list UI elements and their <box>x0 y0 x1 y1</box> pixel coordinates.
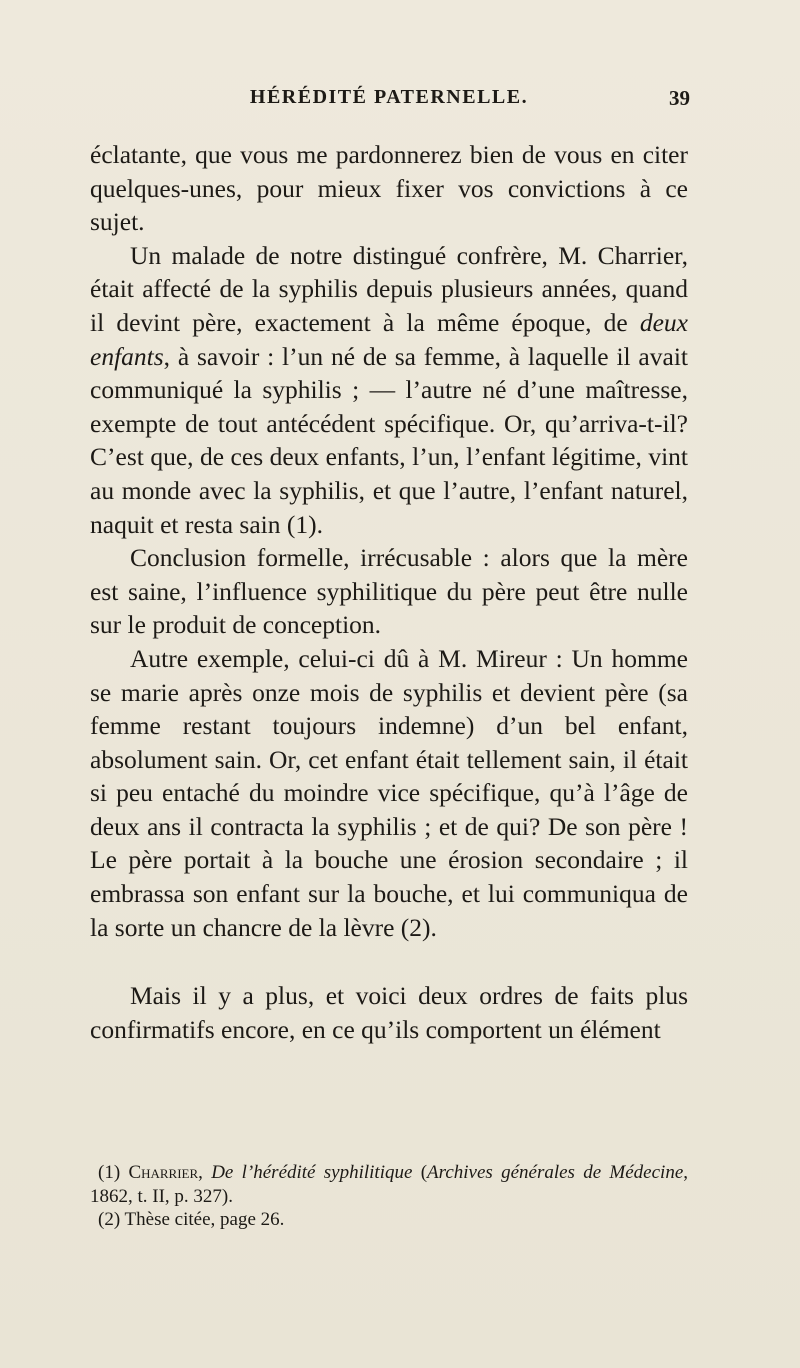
paragraph: Autre exemple, celui-ci dû à M. Mireur : Un homme se marie après onze mois de syphilis et devient père (sa femme restant toujours indemne) d’un bel enfant, absolument sain. Or, cet enfant était tellement sain, il était si peu entaché du moindre vice spécifique, qu’à l’âge de deux ans il contracta la syphilis ; et de qui? De son père ! Le père portait à la bouche une érosion secondaire ; il embrassa son enfant sur la bouche, et lui communiqua de la sorte un chancre de la lèvre (2). <box>90 643 688 942</box>
footnote-1 <box>90 1161 688 1208</box>
footnote-text: , 1862, t. II, p. 327). <box>90 1162 689 1207</box>
footnote-title: De l’hérédité syphilitique <box>211 1162 413 1183</box>
footnote-text: , <box>198 1162 212 1183</box>
paragraph-text: Un malade de notre distingué confrère, M. Charrier, était affecté de la syphilis depuis plusieurs années, quand il devint père, exactement à la même époque, de <box>90 240 688 337</box>
footnote-journal: Archives générales de Médecine <box>427 1162 684 1183</box>
body-text <box>90 138 688 1046</box>
paragraph-text: , à savoir : l’un né de sa femme, à laquelle il avait communiqué la syphilis ; — l’autre né d’une maîtresse, exempte de tout antécédent spécifique. Or, qu’arriva-t-il? C’est que, de ces deux enfants, l’un, l’enfant légitime, vint au monde avec la syphilis, et que l’autre, l’enfant naturel, naquit et resta sain (1). <box>90 341 688 539</box>
paragraph <box>90 239 688 541</box>
page-number: 39 <box>669 86 690 110</box>
footnote-mark: (1) <box>98 1162 129 1183</box>
paragraph: éclatante, que vous me pardonnerez bien de vous en citer quelques-unes, pour mieux fixer vos convictions à ce sujet. <box>90 140 688 237</box>
footnote-2: (2) Thèse citée, page 26. <box>98 1209 285 1230</box>
footnotes <box>90 1161 688 1232</box>
paragraph: Mais il y a plus, et voici deux ordres de faits plus confirmatifs encore, en ce qu’ils comportent un élément <box>90 981 688 1044</box>
italic-phrase: deux enfants <box>90 307 688 371</box>
footnote-author: Charrier <box>128 1162 199 1183</box>
page-header <box>90 86 688 116</box>
running-head: HÉRÉDITÉ PATERNELLE. <box>249 86 529 108</box>
paragraph: Conclusion formelle, irrécusable : alors que la mère est saine, l’influence syphilitique du père peut être nulle sur le produit de conception. <box>90 543 688 640</box>
footnote-text: ( <box>412 1162 428 1183</box>
